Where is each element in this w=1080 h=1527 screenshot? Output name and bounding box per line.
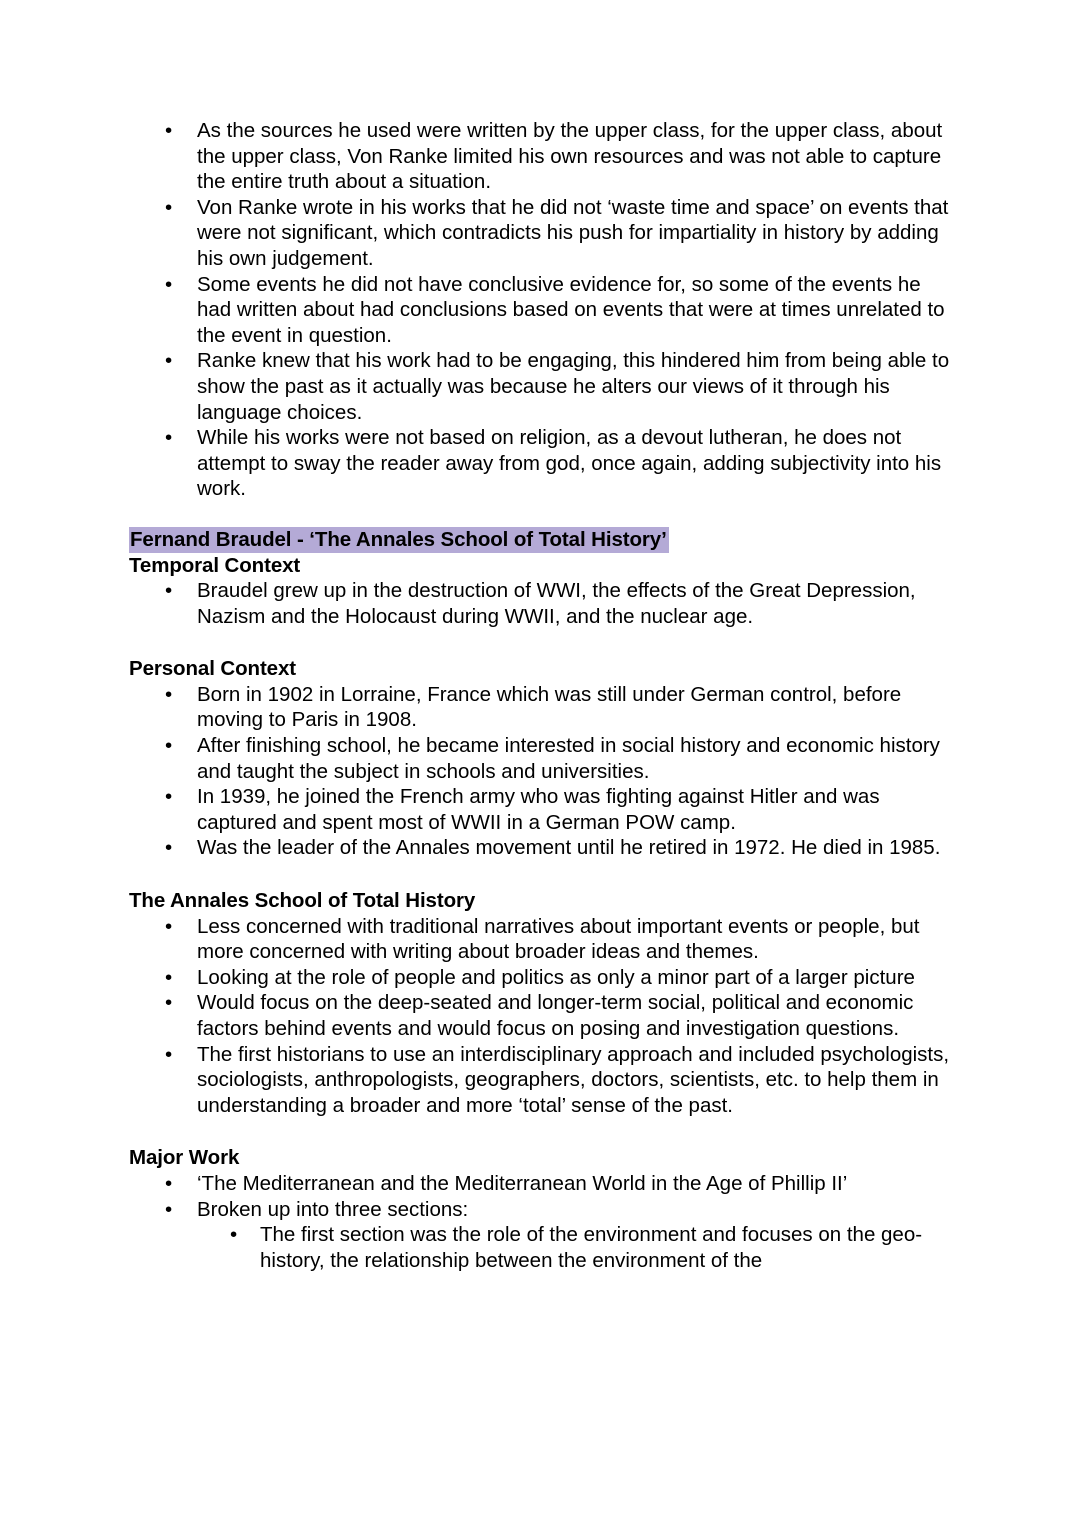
bullet-icon: • xyxy=(165,1197,173,1221)
list-item-text: Looking at the role of people and politics as only a minor part of a larger picture xyxy=(197,965,915,989)
document-body xyxy=(129,118,952,1273)
list-item xyxy=(129,784,952,835)
section-bullet-list-temporal-context xyxy=(129,578,952,629)
list-item xyxy=(129,1197,952,1223)
main-heading xyxy=(129,527,952,553)
main-heading-highlight: Fernand Braudel - ‘The Annales School of Total History’ xyxy=(130,527,667,551)
list-item-text: Would focus on the deep-seated and longer-term social, political and economic factors behind events and would focus on posing and investigation questions. xyxy=(197,991,914,1040)
list-item-text: The first historians to use an interdisciplinary approach and included psychologists, sociologists, anthropologists, geographers, doctors, scientists, etc. to help them in understanding a broader and more ‘total’ sense of the past. xyxy=(197,1042,950,1117)
list-item xyxy=(129,682,952,733)
list-item xyxy=(129,272,952,349)
list-item-text: Ranke knew that his work had to be engaging, this hindered him from being able to show the past as it actually was because he alters our views of it through his language choices. xyxy=(197,349,950,424)
list-item xyxy=(129,1171,952,1197)
spacer xyxy=(129,502,952,527)
list-item-text: Born in 1902 in Lorraine, France which was still under German control, before moving to Paris in 1908. xyxy=(197,682,902,732)
bullet-icon: • xyxy=(165,965,173,989)
list-item xyxy=(129,990,952,1041)
section-bullet-list-major-work xyxy=(129,1171,952,1222)
list-item xyxy=(129,118,952,195)
section-sub-bullet-list-major-work xyxy=(129,1222,952,1273)
bullet-icon: • xyxy=(165,579,173,603)
section-heading-personal-context: Personal Context xyxy=(129,657,296,681)
list-item-text: After finishing school, he became interested in social history and economic history and taught the subject in schools and universities. xyxy=(197,734,940,783)
spacer xyxy=(129,629,952,656)
bullet-icon: • xyxy=(165,785,173,809)
list-item xyxy=(129,348,952,425)
list-item xyxy=(129,425,952,502)
bullet-icon: • xyxy=(165,991,173,1015)
list-item xyxy=(129,578,952,629)
spacer xyxy=(129,1118,952,1145)
list-item-text: Less concerned with traditional narratives about important events or people, but more concerned with writing about broader ideas and themes. xyxy=(197,914,920,964)
section-heading-temporal-context: Temporal Context xyxy=(129,553,301,577)
list-item xyxy=(129,965,952,991)
bullet-icon: • xyxy=(165,426,173,450)
list-item-text: In 1939, he joined the French army who was fighting against Hitler and was captured and spent most of WWII in a German POW camp. xyxy=(197,785,880,834)
list-item-text: Was the leader of the Annales movement until he retired in 1972. He died in 1985. xyxy=(197,836,941,860)
sub-list-item xyxy=(129,1222,952,1273)
bullet-icon: • xyxy=(165,734,173,758)
bullet-icon: • xyxy=(165,195,173,219)
bullet-icon: • xyxy=(165,914,173,938)
list-item xyxy=(129,733,952,784)
bullet-icon: • xyxy=(165,272,173,296)
section-heading-major-work: Major Work xyxy=(129,1146,240,1170)
list-item-text: ‘The Mediterranean and the Mediterranean World in the Age of Phillip II’ xyxy=(197,1171,848,1195)
list-item-text: Broken up into three sections: xyxy=(197,1197,469,1221)
list-item-text: Braudel grew up in the destruction of WWI, the effects of the Great Depression, Nazism and the Holocaust during WWII, and the nuclear age. xyxy=(197,579,916,628)
bullet-icon: • xyxy=(165,682,173,706)
list-item-text: As the sources he used were written by the upper class, for the upper class, about the upper class, Von Ranke limited his own resources and was not able to capture the entire truth about a situation. xyxy=(197,119,943,194)
bullet-icon: • xyxy=(165,119,173,142)
list-item xyxy=(129,835,952,861)
spacer xyxy=(129,861,952,888)
list-item xyxy=(129,195,952,272)
section-bullet-list-annales-school xyxy=(129,914,952,1119)
section-bullet-list-personal-context xyxy=(129,682,952,861)
section-heading-annales-school: The Annales School of Total History xyxy=(129,889,476,913)
list-item xyxy=(129,914,952,965)
bullet-icon: • xyxy=(165,349,173,373)
bullet-icon: • xyxy=(165,836,173,860)
list-item-text: Von Ranke wrote in his works that he did not ‘waste time and space’ on events that were not significant, which contradicts his push for impartiality in history by adding his own judgement. xyxy=(197,195,949,270)
bullet-icon: • xyxy=(230,1223,238,1247)
continued-bullet-list xyxy=(129,118,952,502)
sub-list-item-text: The first section was the role of the environment and focuses on the geo-history, the relationship between the environment of the xyxy=(260,1223,923,1272)
bullet-icon: • xyxy=(165,1042,173,1066)
list-item-text: Some events he did not have conclusive evidence for, so some of the events he had written about had conclusions based on events that were at times unrelated to the event in question. xyxy=(197,272,945,347)
list-item-text: While his works were not based on religion, as a devout lutheran, he does not attempt to sway the reader away from god, once again, adding subjectivity into his work. xyxy=(197,426,942,501)
bullet-icon: • xyxy=(165,1171,173,1195)
list-item xyxy=(129,1042,952,1119)
